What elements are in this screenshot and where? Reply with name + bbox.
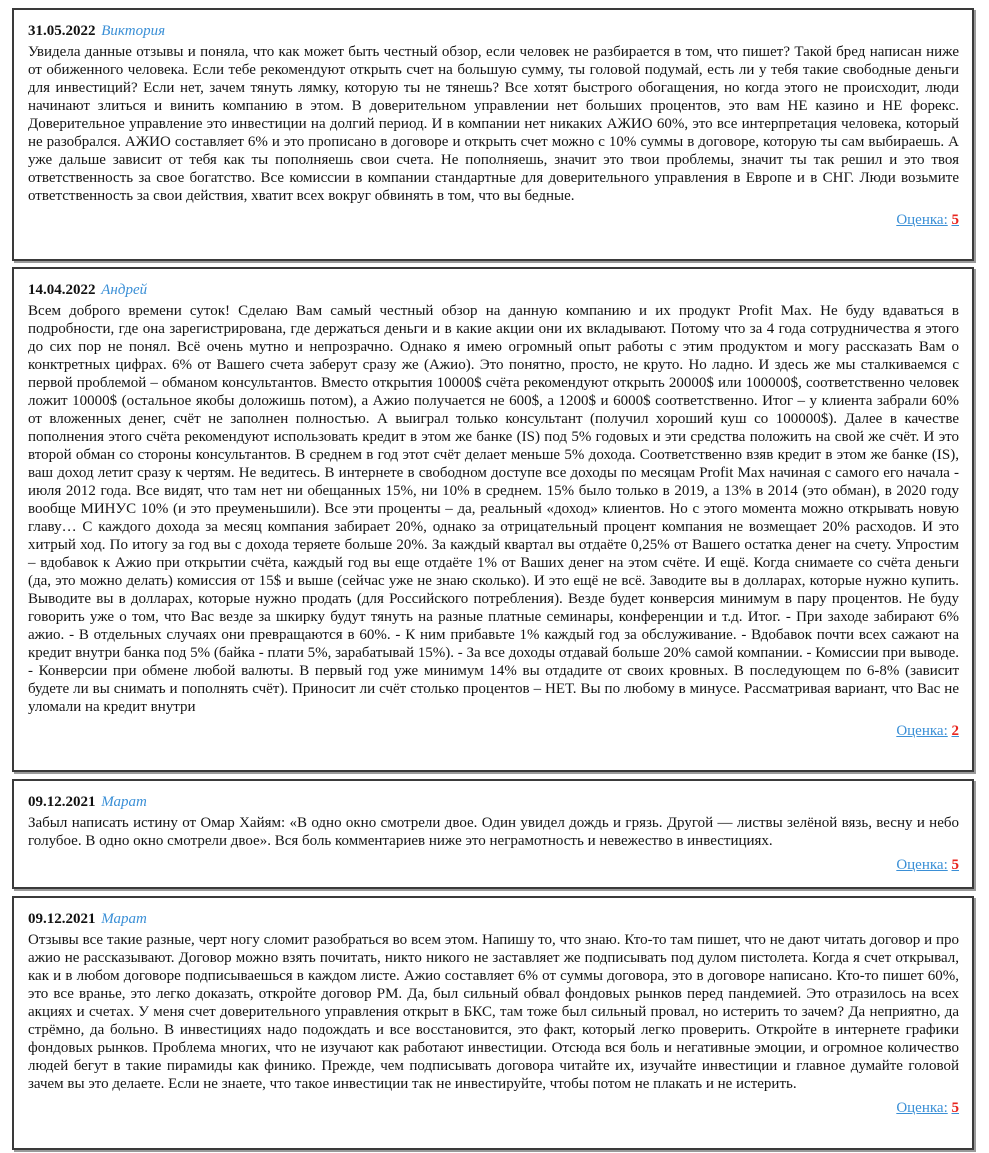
review-rating[interactable] bbox=[28, 1099, 959, 1117]
review-text: Забыл написать истину от Омар Хайям: «В одно окно смотрели двое. Один увидел дождь и грязь. Другой — листвы зелёной вязь, весну и небо голубое. В одно окно смотрели двое». Вся боль комментариев ниже это неграмотность и невежество в инвестициях. bbox=[28, 815, 959, 849]
review-author: Марат bbox=[101, 794, 147, 810]
rating-value[interactable]: 5 bbox=[951, 857, 959, 873]
review-rating[interactable] bbox=[28, 211, 959, 229]
rating-value[interactable]: 5 bbox=[951, 1100, 959, 1116]
review-text: Увидела данные отзывы и поняла, что как может быть честный обзор, если человек не разбирается в том, что пишет? Такой бред написан ниже от обиженного человека. Если тебе рекомендуют открыть счет на большую сумму, ты головой подумай, есть ли у тебя такие свободные деньги для инвестиций? Если нет, зачем тянуть лямку, которую ты не тянешь? Все хотят быстрого обогащения, но когда этого не происходит, люди начинают злиться и винить компанию в этом. В доверительном управлении нет больших процентов, это вам НЕ казино и НЕ форекс. Доверительное управление это инвестиции на долгий период. И в компании нет никаких АЖИО 60%, это все интерпретация человека, который не разобрался. АЖИО составляет 6% и это прописано в договоре и открыть счет можно с 10% суммы в договоре, которую ты сам выбираешь. А уже дальше зависит от тебя как ты пополняешь свои счета. Не пополняешь, значит это твои проблемы, значит ты так решил и это твоя ответственность за свое богатство. Все комиссии в компании стандартные для доверительного управления в Европе и в СНГ. Люди возьмите ответственность за свои действия, хватит всех вокруг обвинять в том, что вы бедные. bbox=[28, 44, 959, 204]
review-header bbox=[28, 22, 959, 40]
review-card bbox=[12, 8, 974, 261]
review-card bbox=[12, 896, 974, 1150]
review-rating[interactable] bbox=[28, 722, 959, 740]
review-card bbox=[12, 779, 974, 889]
rating-value[interactable]: 2 bbox=[951, 723, 959, 739]
rating-label[interactable]: Оценка: bbox=[896, 857, 948, 873]
review-date: 09.12.2021 bbox=[28, 911, 96, 927]
review-header bbox=[28, 793, 959, 811]
review-text: Отзывы все такие разные, черт ногу сломит разобраться во всем этом. Напишу то, что знаю. Кто-то там пишет, что не дают читать договор и про ажио не рассказывают. Договор можно взять почитать, никто никого не заставляет же подписывать под дулом пистолета. Когда я счет открывал, как и в любом договоре подписываешься в каждом листе. Ажио составляет 6% от суммы договора, это в договоре написано. Кто-то пишет 60%, это все вранье, это легко доказать, откройте договор PM. Да, был сильный обвал фондовых рынков перед пандемией. Это отразилось на всех акциях и счетах. У меня счет доверительного управления открыт в БКС, там тоже был сильный провал, но истерить то зачем? Да неприятно, да стрёмно, да больно. В инвестициях надо подождать и все восстановится, это факт, который легко проверить. Откройте в интернете графики фондовых рынков. Проблема многих, что не изучают как работают инвестиции. Отсюда вся боль и негативные эмоции, и огромное количество людей бегут в такие пирамиды как финико. Прежде, чем подписывать договора читайте их, изучайте инвестиции и главное думайте головой зачем вы это делаете. Если не знаете, что такое инвестиции так не инвестируйте, чтобы потом не плакать и не истерить. bbox=[28, 932, 959, 1092]
review-date: 31.05.2022 bbox=[28, 23, 96, 39]
rating-label[interactable]: Оценка: bbox=[896, 1100, 948, 1116]
rating-label[interactable]: Оценка: bbox=[896, 212, 948, 228]
review-rating[interactable] bbox=[28, 856, 959, 874]
review-author: Виктория bbox=[101, 23, 166, 39]
review-author: Марат bbox=[101, 911, 147, 927]
review-header bbox=[28, 281, 959, 299]
review-date: 14.04.2022 bbox=[28, 282, 96, 298]
review-card bbox=[12, 267, 974, 772]
review-author: Андрей bbox=[101, 282, 148, 298]
review-header bbox=[28, 910, 959, 928]
review-date: 09.12.2021 bbox=[28, 794, 96, 810]
review-text: Всем доброго времени суток! Сделаю Вам самый честный обзор на данную компанию и их продукт Profit Max. Не буду вдаваться в подробности, где она зарегистрирована, где держаться деньги и в какие акции они их вкладывают. Потому что за 4 года сотрудничества я этого до сих пор не понял. Всё очень мутно и непрозрачно. Однако я имею огромный опыт работы с этим продуктом и могу рассказать Вам о конктретных цифрах. 6% от Вашего счета заберут сразу же (Ажио). Это понятно, просто, не круто. Но ладно. И здесь же мы сталкиваемся с первой проблемой – обманом консультантов. Вместо открытия 10000$ счёта рекомендуют открыть 20000$ или 100000$, соответственно человек ложит 10000$ (остальное якобы доложишь потом), а Ажио получается не 600$, а 1200$ и 6000$ соответственно. Итог – у клиента забрали 60% от вложенных денег, счёт не заполнен полностью. А выиграл только консультант (получил хороший куш со 100000$). Далее в качестве пополнения этого счёта рекомендуют использовать кредит в этом же банке (IS) под 5% годовых и эти средства положить на свой же счёт. И это второй обман со стороны консультантов. В среднем в год этот счёт делает меньше 5% дохода. Соответственно взяв кредит в этом же банке (IS), ваш доход летит сразу к чертям. Не ведитесь. В интернете в свободном доступе все доходы по месяцам Profit Max начиная с самого его начала - июля 2012 года. Все видят, что там нет ни обещанных 15%, ни 10% в среднем. 15% было только в 2019, а 13% в 2014 (это обман), в 2020 году вообще МИНУС 10% (и это преуменьшили). Все эти проценты – да, реальный «доход» клиентов. Но с этого момента можно открывать новую главу… С каждого дохода за месяц компания забирает 20%, однако за отрицательный процент компания не возмещает 20% расходов. И это хитрый ход. По итогу за год вы с дохода теряете больше 20%. За каждый квартал вы отдаёте 0,25% от Вашего остатка денег на счету. Упростим – вдобавок к Ажио при открытии счёта, каждый год вы еще отдаёте 1% от Ваших денег на этом счёте. И ещё. Когда снимаете со счёта деньги (да, это можно делать) комиссия от 15$ и выше (сейчас уже не знаю сколько). И это ещё не всё. Заводите вы в долларах, которые нужно купить. Выводите вы в долларах, которые нужно продать (для Российского потребления). Везде будет конверсия минимум в пару процентов. Не буду говорить уже о том, что Вас везде за шкирку будут тянуть на разные платные семинары, конференции и т.д. Итог. - При заходе забирают 6% ажио. - В отдельных случаях они превращаются в 60%. - К ним прибавьте 1% каждый год за обслуживание. - Вдобавок почти всех сажают на кредит внутри банка под 5% (байка - плати 5%, зарабатывай 15%). - За все доходы отдавай больше 20% самой компании. - Комиссии при выводе. - Конверсии при обмене любой валюты. В первый год уже минимум 14% вы отдадите от своих кровных. В последующем по 6-8% (зависит будете ли вы снимать и пополнять счёт). Приносит ли счёт столько процентов – НЕТ. Вы по любому в минусе. Рассматривая вариант, что Вас не уломали на кредит внутри bbox=[28, 303, 959, 715]
rating-value[interactable]: 5 bbox=[951, 212, 959, 228]
rating-label[interactable]: Оценка: bbox=[896, 723, 948, 739]
